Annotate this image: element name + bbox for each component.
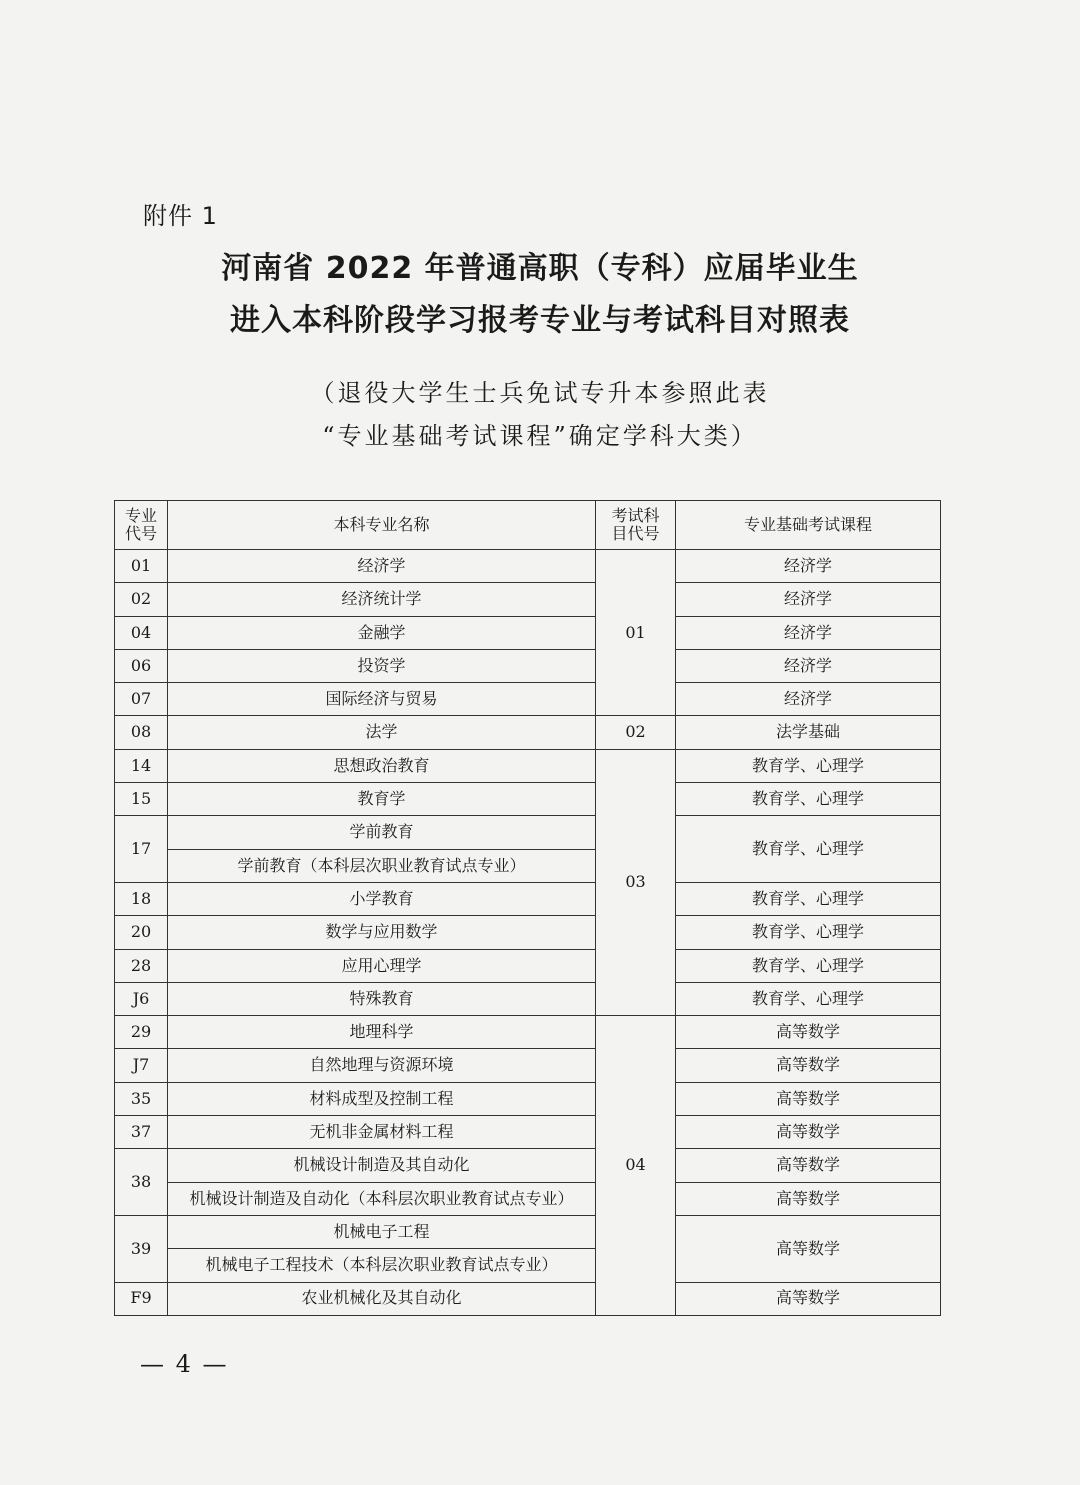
cell-code: 14 — [115, 749, 168, 782]
cell-code: 06 — [115, 649, 168, 682]
cell-major: 特殊教育 — [168, 982, 596, 1015]
table-row — [115, 1215, 941, 1248]
table-row — [115, 949, 941, 982]
cell-subject-code: 04 — [596, 1016, 676, 1316]
table-row — [115, 550, 941, 583]
table-row — [115, 783, 941, 816]
cell-major: 教育学 — [168, 783, 596, 816]
cell-code: 18 — [115, 882, 168, 915]
cell-course: 高等数学 — [676, 1215, 941, 1282]
cell-major: 学前教育 — [168, 816, 596, 849]
table-row — [115, 749, 941, 782]
cell-code: 39 — [115, 1215, 168, 1282]
cell-course: 经济学 — [676, 683, 941, 716]
cell-course: 经济学 — [676, 550, 941, 583]
cell-code: 38 — [115, 1149, 168, 1216]
cell-code: 17 — [115, 816, 168, 883]
cell-course: 高等数学 — [676, 1182, 941, 1215]
table-row — [115, 916, 941, 949]
cell-major: 金融学 — [168, 616, 596, 649]
cell-major: 无机非金属材料工程 — [168, 1116, 596, 1149]
cell-major: 应用心理学 — [168, 949, 596, 982]
cell-major: 自然地理与资源环境 — [168, 1049, 596, 1082]
table-row — [115, 882, 941, 915]
table-row — [115, 583, 941, 616]
cell-code: 29 — [115, 1016, 168, 1049]
cell-subject-code: 03 — [596, 749, 676, 1015]
cell-course: 高等数学 — [676, 1149, 941, 1182]
cell-code: 28 — [115, 949, 168, 982]
cell-major: 机械设计制造及自动化（本科层次职业教育试点专业） — [168, 1182, 596, 1215]
cell-course: 教育学、心理学 — [676, 749, 941, 782]
cell-major: 投资学 — [168, 649, 596, 682]
attachment-label: 附件 1 — [143, 202, 218, 230]
cell-course: 经济学 — [676, 649, 941, 682]
header-subject-code: 考试科目代号 — [596, 501, 676, 550]
cell-course: 教育学、心理学 — [676, 916, 941, 949]
table-row — [115, 1116, 941, 1149]
cell-course: 高等数学 — [676, 1049, 941, 1082]
cell-major: 思想政治教育 — [168, 749, 596, 782]
cell-course: 经济学 — [676, 583, 941, 616]
cell-major: 小学教育 — [168, 882, 596, 915]
cell-course: 经济学 — [676, 616, 941, 649]
cell-major: 经济学 — [168, 550, 596, 583]
cell-major: 学前教育（本科层次职业教育试点专业） — [168, 849, 596, 882]
cell-major: 法学 — [168, 716, 596, 749]
cell-code: 35 — [115, 1082, 168, 1115]
cell-code: 04 — [115, 616, 168, 649]
cell-course: 高等数学 — [676, 1016, 941, 1049]
document-title-line-1: 河南省 2022 年普通高职（专科）应届毕业生 — [221, 251, 859, 286]
table-row — [115, 716, 941, 749]
table-row — [115, 816, 941, 849]
table-row — [115, 1082, 941, 1115]
cell-code: J6 — [115, 982, 168, 1015]
table-row — [115, 1182, 941, 1215]
document-title-line-2: 进入本科阶段学习报考专业与考试科目对照表 — [230, 303, 850, 338]
header-major-code: 专业代号 — [115, 501, 168, 550]
cell-course: 法学基础 — [676, 716, 941, 749]
cell-major: 国际经济与贸易 — [168, 683, 596, 716]
page-number: — 4 — — [140, 1350, 229, 1378]
cell-code: J7 — [115, 1049, 168, 1082]
cell-course: 高等数学 — [676, 1282, 941, 1315]
table-row — [115, 683, 941, 716]
cell-code: 01 — [115, 550, 168, 583]
cell-course: 教育学、心理学 — [676, 882, 941, 915]
table-row — [115, 1149, 941, 1182]
comparison-table-wrapper — [114, 500, 940, 1316]
cell-course: 高等数学 — [676, 1116, 941, 1149]
cell-subject-code: 01 — [596, 550, 676, 716]
cell-course: 教育学、心理学 — [676, 982, 941, 1015]
cell-code: F9 — [115, 1282, 168, 1315]
cell-major: 经济统计学 — [168, 583, 596, 616]
table-row — [115, 1282, 941, 1315]
cell-major: 地理科学 — [168, 1016, 596, 1049]
cell-code: 07 — [115, 683, 168, 716]
table-row — [115, 616, 941, 649]
cell-code: 37 — [115, 1116, 168, 1149]
cell-course: 高等数学 — [676, 1082, 941, 1115]
table-row — [115, 649, 941, 682]
cell-major: 机械设计制造及其自动化 — [168, 1149, 596, 1182]
cell-major: 材料成型及控制工程 — [168, 1082, 596, 1115]
cell-course: 教育学、心理学 — [676, 816, 941, 883]
cell-course: 教育学、心理学 — [676, 783, 941, 816]
cell-major: 机械电子工程技术（本科层次职业教育试点专业） — [168, 1249, 596, 1282]
cell-code: 02 — [115, 583, 168, 616]
table-row — [115, 1049, 941, 1082]
table-row — [115, 1016, 941, 1049]
cell-major: 农业机械化及其自动化 — [168, 1282, 596, 1315]
comparison-table — [114, 500, 941, 1316]
header-major-name: 本科专业名称 — [168, 501, 596, 550]
cell-major: 机械电子工程 — [168, 1215, 596, 1248]
note-line-2: “专业基础考试课程”确定学科大类） — [322, 422, 758, 450]
cell-code: 08 — [115, 716, 168, 749]
cell-code: 15 — [115, 783, 168, 816]
cell-code: 20 — [115, 916, 168, 949]
cell-major: 数学与应用数学 — [168, 916, 596, 949]
note-line-1: （退役大学生士兵免试专升本参照此表 — [310, 379, 770, 407]
cell-subject-code: 02 — [596, 716, 676, 749]
header-course: 专业基础考试课程 — [676, 501, 941, 550]
cell-course: 教育学、心理学 — [676, 949, 941, 982]
table-row — [115, 982, 941, 1015]
table-header-row — [115, 501, 941, 550]
